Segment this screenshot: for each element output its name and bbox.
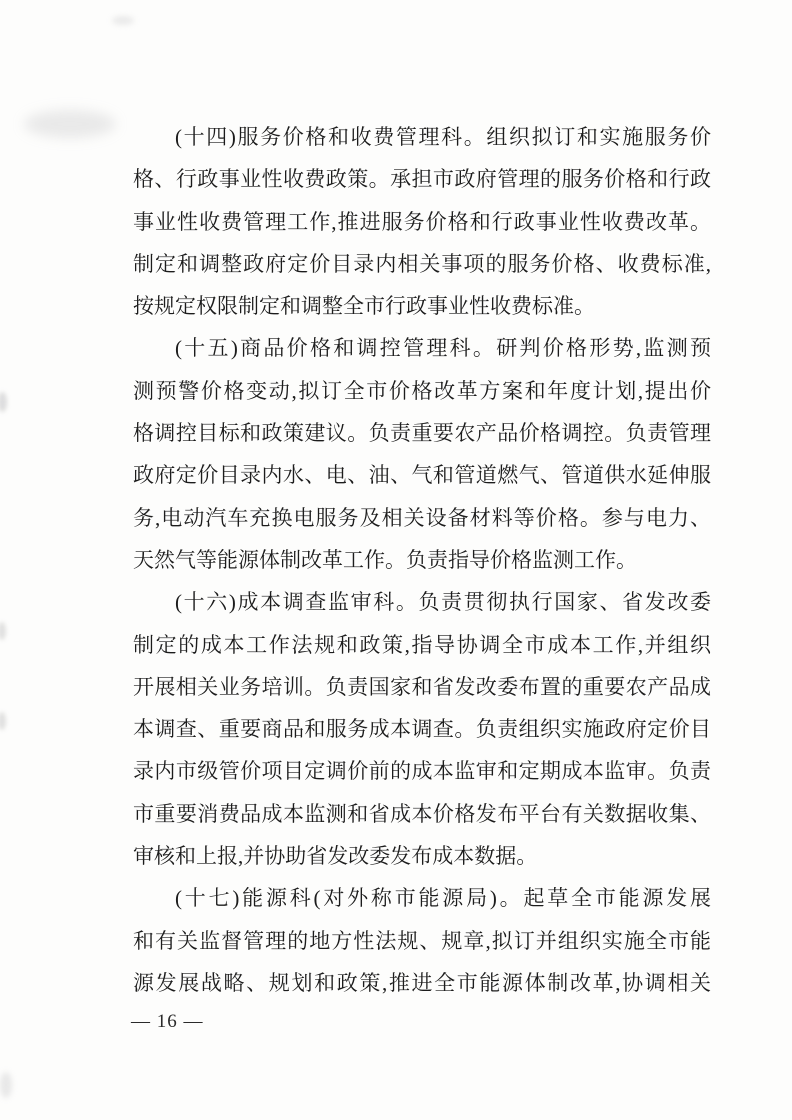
scan-artifact	[112, 16, 134, 25]
paragraph-16-line: 本调查、重要商品和服务成本调查。负责组织实施政府定价目	[133, 717, 711, 742]
paragraph-16-line: 制定的成本工作法规和政策,指导协调全市成本工作,并组织	[133, 632, 711, 657]
paragraph-16-line: 审核和上报,并协助省发改委发布成本数据。	[133, 844, 538, 869]
scan-artifact	[0, 712, 6, 730]
scan-artifact	[0, 1072, 12, 1098]
paragraph-15-line: 格调控目标和政策建议。负责重要农产品价格调控。负责管理	[133, 421, 711, 446]
paragraph-14-line: (十四)服务价格和收费管理科。组织拟订和实施服务价	[175, 125, 711, 149]
paragraph-17-line: 和有关监督管理的地方性法规、规章,拟订并组织实施全市能	[133, 928, 711, 953]
paragraph-16-line: 开展相关业务培训。负责国家和省发改委布置的重要农产品成	[133, 674, 711, 699]
paragraph-14-line: 格、行政事业性收费政策。承担市政府管理的服务价格和行政	[133, 167, 711, 192]
paragraph-15-line: 务,电动汽车充换电服务及相关设备材料等价格。参与电力、	[133, 505, 711, 530]
paragraph-17-line: (十七)能源科(对外称市能源局)。起草全市能源发展	[175, 886, 711, 911]
paragraph-15-line: 政府定价目录内水、电、油、气和管道燃气、管道供水延伸服	[133, 463, 711, 488]
page-number: — 16 —	[131, 1011, 204, 1032]
scan-artifact	[0, 392, 7, 412]
scan-artifact	[0, 622, 6, 640]
paragraph-14-line: 按规定权限制定和调整全市行政事业性收费标准。	[133, 294, 595, 319]
paragraph-16-line: (十六)成本调查监审科。负责贯彻执行国家、省发改委	[175, 590, 711, 615]
paragraph-14-line: 事业性收费管理工作,推进服务价格和行政事业性收费改革。	[133, 209, 711, 234]
paragraph-16-line: 市重要消费品成本监测和省成本价格发布平台有关数据收集、	[133, 801, 711, 826]
paragraph-15-line: 天然气等能源体制改革工作。负责指导价格监测工作。	[133, 547, 637, 572]
scan-artifact	[24, 110, 116, 138]
paragraph-15-line: 测预警价格变动,拟订全市价格改革方案和年度计划,提出价	[133, 378, 711, 403]
paragraph-15-line: (十五)商品价格和调控管理科。研判价格形势,监测预	[175, 336, 711, 361]
paragraph-16-line: 录内市级管价项目定调价前的成本监审和定期成本监审。负责	[133, 759, 711, 784]
document-body	[133, 116, 711, 1004]
paragraph-17-line: 源发展战略、规划和政策,推进全市能源体制改革,协调相关	[133, 970, 711, 995]
paragraph-14-line: 制定和调整政府定价目录内相关事项的服务价格、收费标准,	[133, 251, 711, 276]
